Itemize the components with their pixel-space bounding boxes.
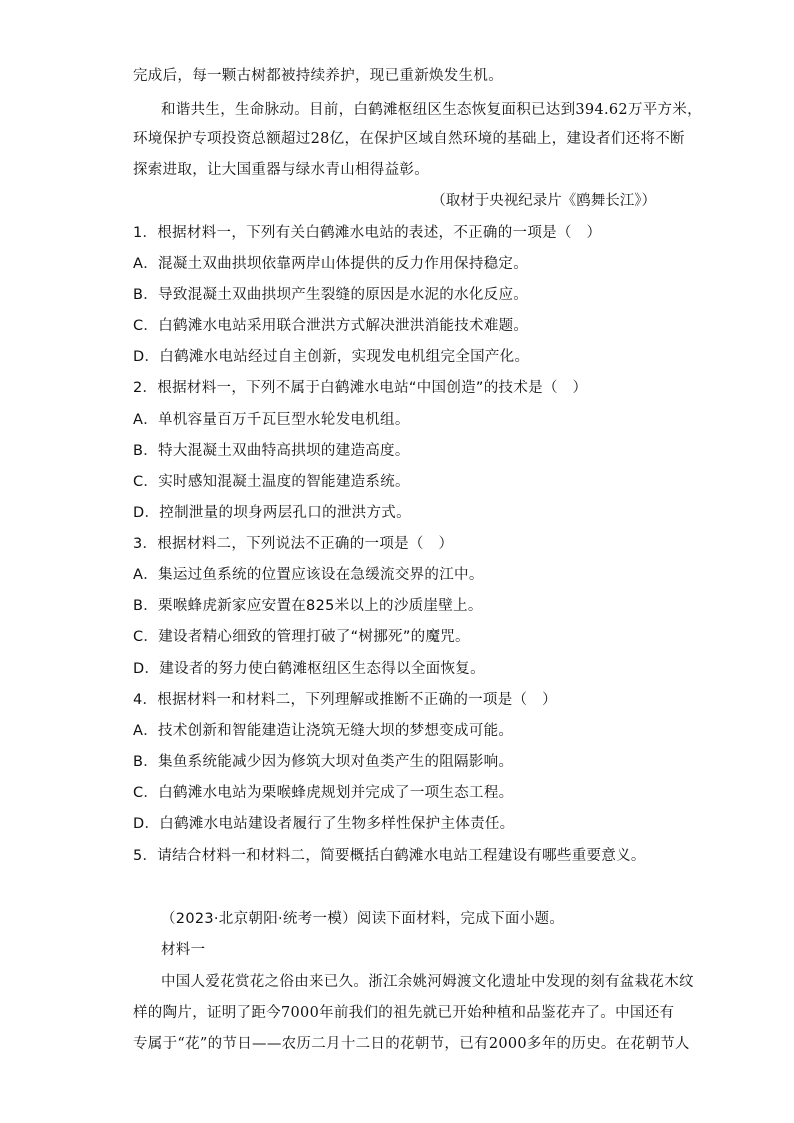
question-option: D．建设者的努力使白鹤滩枢纽区生态得以全面恢复。	[133, 661, 485, 677]
question-option: D．控制泄量的坝身两层孔口的泄洪方式。	[133, 505, 411, 521]
question-option: A．混凝土双曲拱坝依靠两岸山体提供的反力作用保持稳定。	[133, 256, 529, 272]
question-stem: 2．根据材料一，下列不属于白鹤滩水电站“中国创造”的技术是（ ）	[133, 380, 588, 396]
question-option: D．白鹤滩水电站建设者履行了生物多样性保护主体责任。	[133, 816, 515, 832]
passage-line: 探索进取，让大国重器与绿水青山相得益彰。	[133, 162, 429, 178]
passage-line: 和谐共生，生命脉动。目前，白鹤滩枢纽区生态恢复面积已达到394.62万平方米，	[161, 102, 702, 118]
question-option: B．导致混凝土双曲拱坝产生裂缝的原因是水泥的水化反应。	[133, 287, 529, 303]
question-option: A．集运过鱼系统的位置应该设在急缓流交界的江中。	[133, 567, 484, 583]
question-stem: 1．根据材料一，下列有关白鹤滩水电站的表述，不正确的一项是（ ）	[133, 225, 602, 241]
question-stem: 4．根据材料一和材料二，下列理解或推断不正确的一项是（ ）	[133, 692, 557, 708]
question-stem: 3．根据材料二，下列说法不正确的一项是（ ）	[133, 536, 454, 552]
passage-line: 环境保护专项投资总额超过28亿，在保护区域自然环境的基础上，建设者们还将不断	[133, 131, 685, 147]
question-option: B．栗喉蜂虎新家应安置在825米以上的沙质崖壁上。	[133, 598, 483, 614]
question-option: A．技术创新和智能建造让浇筑无缝大坝的梦想变成可能。	[133, 723, 514, 739]
question-option: C．实时感知混凝土温度的智能建造系统。	[133, 474, 410, 490]
material-line: 样的陶片，证明了距今7000年前我们的祖先就已开始种植和品鉴花卉了。中国还有	[133, 1005, 675, 1021]
question-option: B．特大混凝土双曲特高拱坝的建造高度。	[133, 443, 410, 459]
question-option: B．集鱼系统能减少因为修筑大坝对鱼类产生的阻隔影响。	[133, 754, 514, 770]
question-option: C．白鹤滩水电站为栗喉蜂虎规划并完成了一项生态工程。	[133, 785, 514, 801]
question-option: A．单机容量百万千瓦巨型水轮发电机组。	[133, 412, 410, 428]
material-line: 专属于“花”的节日——农历二月十二日的花朝节，已有2000多年的历史。在花朝节人	[133, 1036, 690, 1052]
question-option: D．白鹤滩水电站经过自主创新，实现发电机组完全国产化。	[133, 349, 530, 365]
source-citation: （取材于央视纪录片《鸥舞长江》）	[431, 193, 656, 209]
question-stem: 5．请结合材料一和材料二，简要概括白鹤滩水电站工程建设有哪些重要意义。	[133, 848, 646, 864]
material-label: 材料一	[161, 942, 206, 958]
question-option: C．白鹤滩水电站采用联合泄洪方式解决泄洪消能技术难题。	[133, 318, 529, 334]
material-line: 中国人爱花赏花之俗由来已久。浙江余姚河姆渡文化遗址中发现的刻有盆栽花木纹	[161, 974, 694, 990]
section-intro: （2023·北京朝阳·统考一模）阅读下面材料，完成下面小题。	[161, 911, 565, 927]
question-option: C．建设者精心细致的管理打破了“树挪死”的魔咒。	[133, 629, 470, 645]
passage-line: 完成后，每一颗古树都被持续养护，现已重新焕发生机。	[133, 68, 503, 84]
